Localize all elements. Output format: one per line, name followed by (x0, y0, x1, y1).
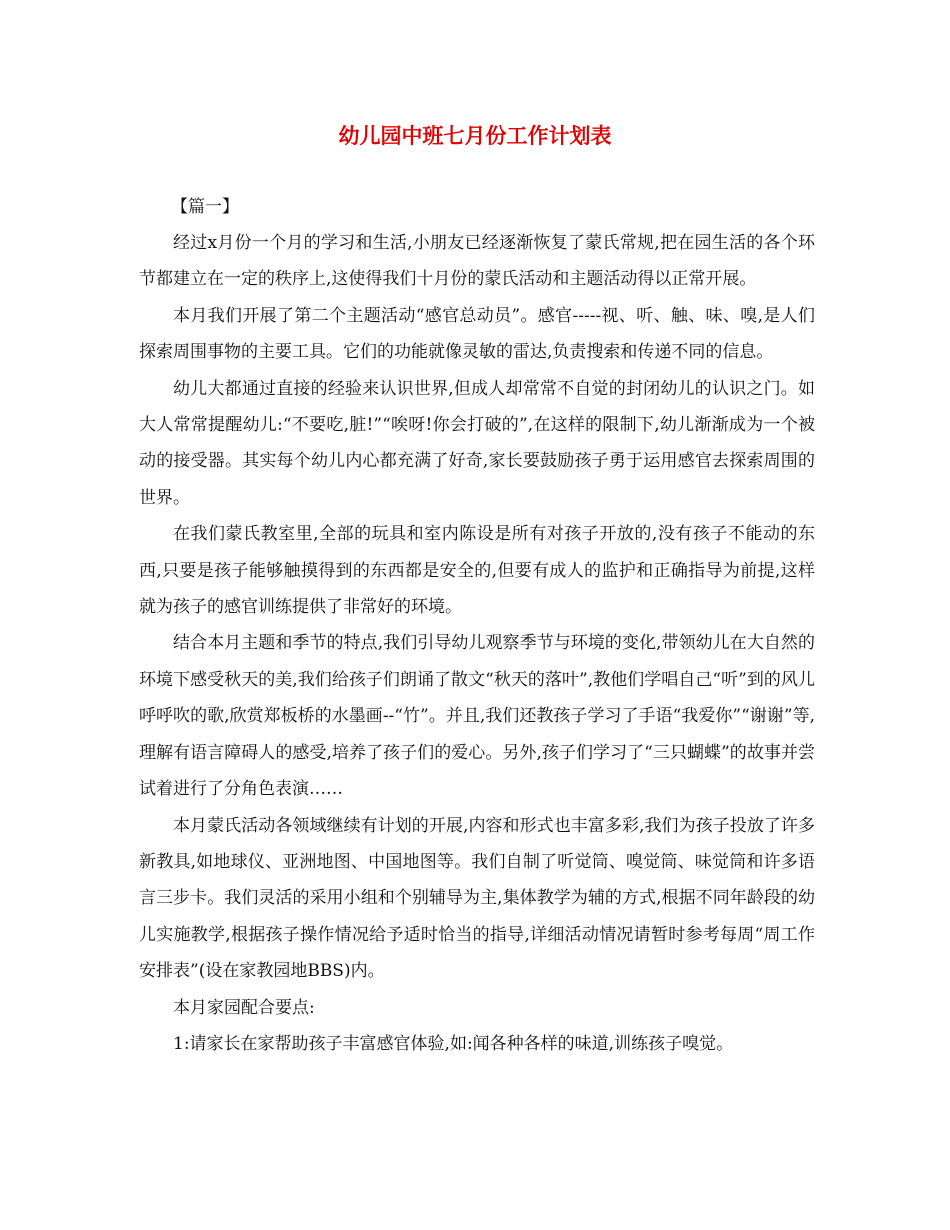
paragraph-1: 经过x月份一个月的学习和生活,小朋友已经逐渐恢复了蒙氏常规,把在园生活的各个环节都建立在一定的秩序上,这使得我们十月份的蒙氏活动和主题活动得以正常开展。 (139, 233, 815, 290)
section-label: 【篇一】 (171, 197, 239, 217)
document-body (139, 189, 815, 1062)
paragraph-5: 结合本月主题和季节的特点,我们引导幼儿观察季节与环境的变化,带领幼儿在大自然的环境下感受秋天的美,我们给孩子们朗诵了散文“秋天的落叶”,教他们学唱自己“听”到的风儿呼呼吹的歌,欣赏郑板桥的水墨画--“竹”。并且,我们还教孩子学习了手语“我爱你”“谢谢”等,理解有语言障碍人的感受,培养了孩子们的爱心。另外,孩子们学习了“三只蝴蝶”的故事并尝试着进行了分角色表演…… (139, 633, 815, 800)
paragraph-4: 在我们蒙氏教室里,全部的玩具和室内陈设是所有对孩子开放的,没有孩子不能动的东西,只要是孩子能够触摸得到的东西都是安全的,但要有成人的监护和正确指导为前提,这样就为孩子的感官训练提供了非常好的环境。 (139, 524, 815, 618)
paragraph-7: 本月家园配合要点: (173, 997, 315, 1018)
paragraph-6: 本月蒙氏活动各领域继续有计划的开展,内容和形式也丰富多彩,我们为孩子投放了许多新教具,如地球仪、亚洲地图、中国地图等。我们自制了听觉筒、嗅觉筒、味觉筒和许多语言三步卡。我们灵活的采用小组和个别辅导为主,集体教学为辅的方式,根据不同年龄段的幼儿实施教学,根据孩子操作情况给予适时恰当的指导,详细活动情况请暂时参考每周“周工作安排表”(设在家教园地BBS)内。 (139, 815, 815, 982)
paragraph-2: 本月我们开展了第二个主题活动“感官总动员”。感官-----视、听、触、味、嗅,是人们探索周围事物的主要工具。它们的功能就像灵敏的雷达,负责搜索和传递不同的信息。 (139, 305, 815, 363)
paragraph-8: 1:请家长在家帮助孩子丰富感官体验,如:闻各种各样的味道,训练孩子嗅觉。 (173, 1033, 734, 1054)
paragraph-3: 幼儿大都通过直接的经验来认识世界,但成人却常常不自觉的封闭幼儿的认识之门。如大人常常提醒幼儿:“不要吃,脏!”“唉呀!你会打破的”,在这样的限制下,幼儿渐渐成为一个被动的接受器。其实每个幼儿内心都充满了好奇,家长要鼓励孩子勇于运用感官去探索周围的世界。 (139, 378, 815, 508)
document-title: 幼儿园中班七月份工作计划表 (338, 123, 612, 148)
